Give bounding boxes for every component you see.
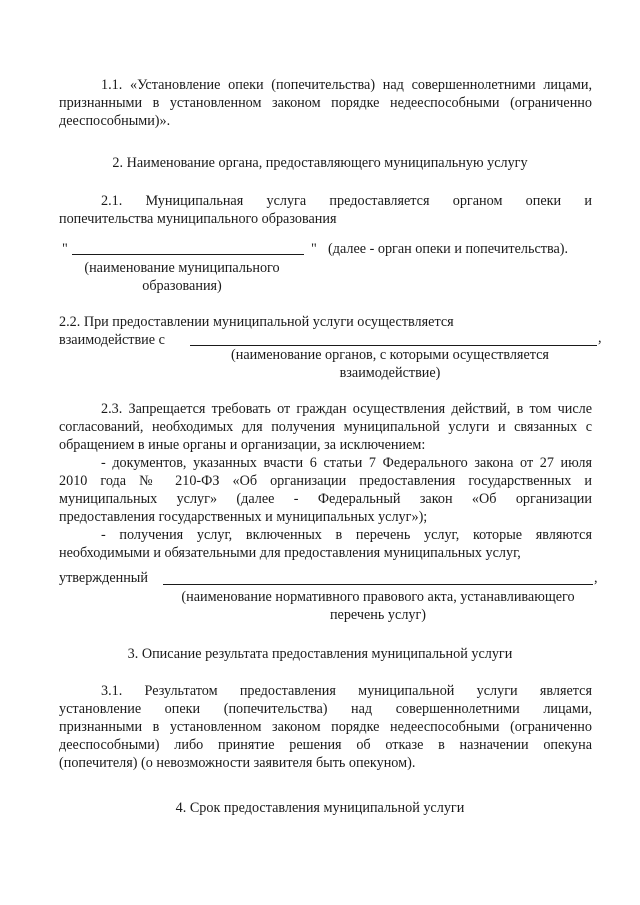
paragraph-line: 1.1. «Установление опеки (попечительства) над совершеннолетними лицами,: [101, 77, 592, 93]
legal-act-blank[interactable]: [163, 584, 593, 585]
paragraph-line: согласований, необходимых для получения муниципальной услуги и связанных с: [59, 419, 592, 435]
section-2-heading: 2. Наименование органа, предоставляющего муниципальную услугу: [112, 155, 528, 171]
paragraph-line: установление опеки (попечительства) над совершеннолетними лицами,: [59, 701, 592, 717]
caption-line: (наименование нормативного правового акта, устанавливающего: [181, 589, 575, 605]
paragraph-line: - документов, указанных вчасти 6 статьи 7 Федерального закона от 27 июля: [101, 455, 592, 471]
paragraph-line: 2.3. Запрещается требовать от граждан осуществления действий, в том числе: [101, 401, 592, 417]
section-4-heading: 4. Срок предоставления муниципальной услуги: [175, 800, 465, 816]
paragraph-3-1: [59, 682, 592, 772]
end-comma: ,: [594, 570, 598, 586]
caption-line: взаимодействие): [339, 365, 441, 381]
paragraph-line: попечительства муниципального образования: [59, 211, 337, 227]
paragraph-line: взаимодействие с: [59, 332, 165, 348]
guardianship-body-note: (далее - орган опеки и попечительства).: [328, 241, 569, 257]
section-3-heading: 3. Описание результата предоставления муниципальной услуги: [127, 646, 513, 662]
paragraph-2-1: [59, 192, 592, 228]
municipality-name-blank[interactable]: [72, 254, 304, 255]
paragraph-2-3: [59, 400, 592, 562]
paragraph-line: - получения услуг, включенных в перечень услуг, которые являются: [101, 527, 592, 543]
paragraph-line: (попечителя) (о невозможности заявителя быть опекуном).: [59, 755, 416, 771]
caption-line: образования): [142, 278, 222, 294]
paragraph-line: 3.1. Результатом предоставления муниципальной услуги является: [101, 683, 592, 699]
close-quote: ": [311, 241, 317, 257]
paragraph-line: 2.1. Муниципальная услуга предоставляется органом опеки и: [101, 193, 592, 209]
interaction-caption: [200, 346, 580, 382]
caption-line: перечень услуг): [329, 607, 427, 623]
caption-line: (наименование муниципального: [84, 260, 280, 276]
open-quote: ": [62, 241, 68, 257]
paragraph-line: предоставления государственных и муниципальных услуг»);: [59, 509, 428, 525]
paragraph-line: признанными в установленном законом порядке недееспособными (ограниченно: [59, 95, 592, 111]
paragraph-2-2: [59, 313, 592, 349]
caption-line: (наименование органов, с которыми осуществляется: [231, 347, 549, 363]
approved-label: утвержденный: [59, 570, 148, 586]
paragraph-line: необходимыми и обязательными для предоставления муниципальных услуг,: [59, 545, 521, 561]
end-comma: ,: [598, 330, 602, 346]
legal-act-caption: [163, 588, 593, 624]
paragraph-line: 2.2. При предоставлении муниципальной услуги осуществляется: [59, 314, 454, 330]
paragraph-line: дееспособными) либо принятие решения об отказе в назначении опекуна: [59, 737, 592, 753]
paragraph-line: дееспособными)».: [59, 113, 171, 129]
paragraph-line: обращением в иные органы и организации, за исключением:: [59, 437, 426, 453]
paragraph-line: признанными в установленном законом порядке недееспособными (ограниченно: [59, 719, 592, 735]
paragraph-line: 2010 года № 210-ФЗ «Об организации предоставления государственных и: [59, 473, 592, 489]
municipality-caption: [82, 259, 282, 295]
paragraph-1-1: [59, 76, 592, 130]
paragraph-line: муниципальных услуг» (далее - Федеральный закон «Об организации: [59, 491, 592, 507]
